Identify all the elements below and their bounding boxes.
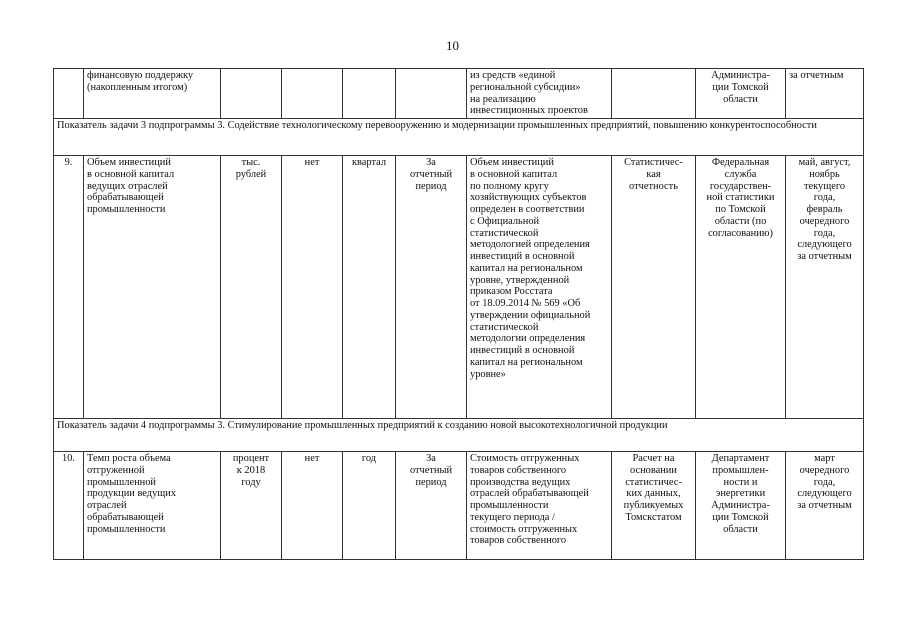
section-heading-4: Показатель задачи 4 подпрограммы 3. Стимулирование промышленных предприятий к созданию новой высокотехнологичной продукции [54, 419, 864, 452]
cell-period-type [396, 69, 467, 119]
cell-method: из средств «единой региональной субсидии» на реализацию инвестиционных проектов [467, 69, 612, 119]
cell-periodicity [343, 69, 396, 119]
cell-deadline: май, август, ноябрь текущего года, февраль очередного года, следующего за отчетным [786, 156, 864, 419]
cell-dynamics [282, 69, 343, 119]
cell-responsible: Федеральная служба государствен- ной статистики по Томской области (по согласованию) [696, 156, 786, 419]
cell-dynamics: нет [282, 156, 343, 419]
cell-dynamics: нет [282, 452, 343, 560]
table-row-9 [54, 156, 864, 419]
cell-periodicity: год [343, 452, 396, 560]
cell-period-type: За отчетный период [396, 156, 467, 419]
section-heading-3: Показатель задачи 3 подпрограммы 3. Содействие технологическому перевооружению и модернизации промышленных предприятий, повышению конкурентоспособности [54, 119, 864, 156]
cell-number [54, 69, 84, 119]
cell-name: финансовую поддержку (накопленным итогом) [84, 69, 221, 119]
cell-deadline: март очередного года, следующего за отчетным [786, 452, 864, 560]
cell-name: Объем инвестиций в основной капитал ведущих отраслей обрабатывающей промышленности [84, 156, 221, 419]
cell-unit: тыс. рублей [221, 156, 282, 419]
cell-name: Темп роста объема отгруженной промышленной продукции ведущих отраслей обрабатывающей промышленности [84, 452, 221, 560]
cell-responsible: Администра- ции Томской области [696, 69, 786, 119]
cell-number: 9. [54, 156, 84, 419]
cell-number: 10. [54, 452, 84, 560]
table-row-10 [54, 452, 864, 560]
cell-unit [221, 69, 282, 119]
cell-source: Расчет на основании статистичес- ких данных, публикуемых Томскстатом [612, 452, 696, 560]
section-heading-row [54, 419, 864, 452]
section-heading-row [54, 119, 864, 156]
cell-period-type: За отчетный период [396, 452, 467, 560]
table-row-continued [54, 69, 864, 119]
cell-source: Статистичес- кая отчетность [612, 156, 696, 419]
cell-method: Объем инвестиций в основной капитал по полному кругу хозяйствующих субъектов определен в соответствии с Официальной статистической методологией определения инвестиций в основной капитал на региональном уровне, утвержденной приказом Росстата от 18.09.2014 № 569 «Об утверждении официальной статистической методологии определения инвестиций в основной капитал на региональном уровне» [467, 156, 612, 419]
indicators-table [53, 68, 864, 560]
page-number: 10 [446, 38, 459, 53]
cell-unit: процент к 2018 году [221, 452, 282, 560]
cell-periodicity: квартал [343, 156, 396, 419]
cell-source [612, 69, 696, 119]
cell-responsible: Департамент промышлен- ности и энергетики Администра- ции Томской области [696, 452, 786, 560]
cell-method: Стоимость отгруженных товаров собственного производства ведущих отраслей обрабатывающей промышленности текущего периода / стоимость отгруженных товаров собственного [467, 452, 612, 560]
cell-deadline: за отчетным [786, 69, 864, 119]
